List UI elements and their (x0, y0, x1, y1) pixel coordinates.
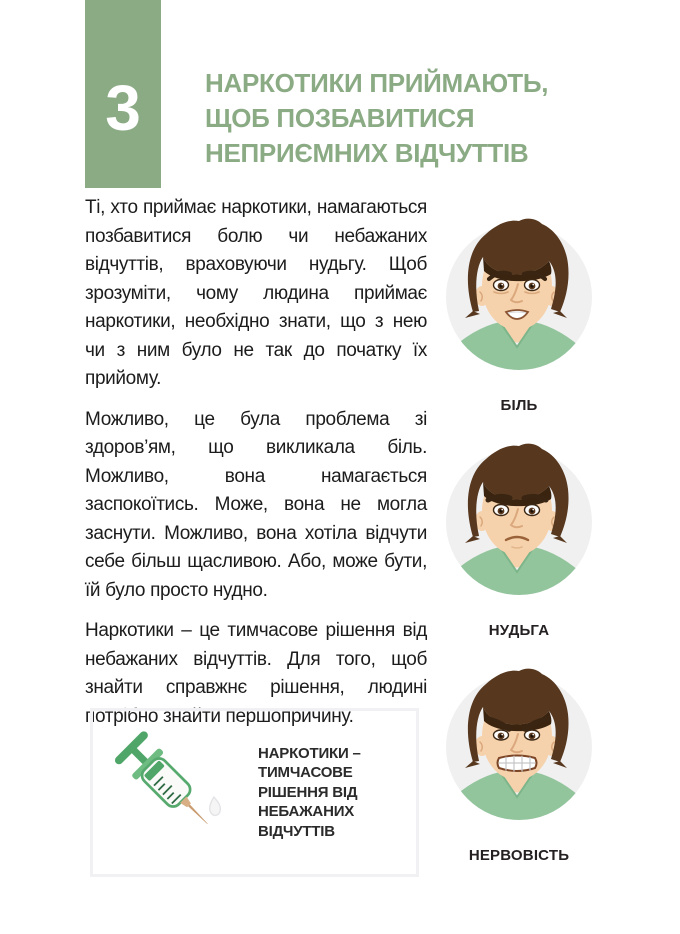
heading-line-1: НАРКОТИКИ ПРИЙМАЮТЬ, (205, 68, 549, 98)
paragraph-1: Ті, хто приймає наркотики, намагаються позбавитися болю чи небажаних відчуттів, враховуючи нудьгу. Щоб зрозуміти, чому людина приймає наркотики, необхідно знати, що з нею чи з ним було не так до початку їх прийому. (85, 197, 427, 389)
callout-line-2: ТИМЧАСОВЕ (258, 764, 353, 782)
paragraph-2: Можливо, це була проблема зі здоров’ям, що викликала біль. Можливо, вона намагається заспокоїтись. Може, вона не могла заснути. Можливо, вона хотіла відчути себе більш щасливою. Або, може бути, їй було просто нудно. (85, 408, 427, 601)
pain-face-illustration (439, 212, 599, 388)
syringe-icon (105, 725, 240, 860)
figure-boredom (439, 437, 599, 639)
callout-box (90, 708, 419, 877)
heading-line-2: ЩОБ ПОЗБАВИТИСЯ (205, 103, 475, 133)
section-number-block (85, 0, 161, 188)
paragraph-3: Наркотики – це тимчасове рішення від небажаних відчуттів. Для того, щоб знайти справжнє рішення, людині потрібно знайти першопричину. (85, 620, 427, 727)
figure-label-boredom: НУДЬГА (488, 622, 550, 639)
figure-label-pain: БІЛЬ (500, 397, 538, 414)
callout-line-1: НАРКОТИКИ – (258, 744, 361, 762)
callout-line-5: ВІДЧУТТІВ (258, 822, 335, 840)
angry-face-illustration (439, 662, 599, 838)
heading-line-3: НЕПРИЄМНИХ ВІДЧУТТІВ (205, 138, 529, 168)
figure-pain (439, 212, 599, 414)
page-title (205, 66, 605, 171)
section-number: 3 (105, 72, 141, 144)
callout-line-3: РІШЕННЯ ВІД (258, 783, 358, 801)
bored-face-illustration (439, 437, 599, 613)
callout-line-4: НЕБАЖАНИХ (258, 803, 355, 821)
figure-nervousness (439, 662, 599, 864)
body-text-column (85, 194, 427, 743)
callout-text (258, 744, 398, 842)
drop-shape (210, 797, 221, 815)
figure-label-nervousness: НЕРВОВІСТЬ (468, 847, 570, 864)
